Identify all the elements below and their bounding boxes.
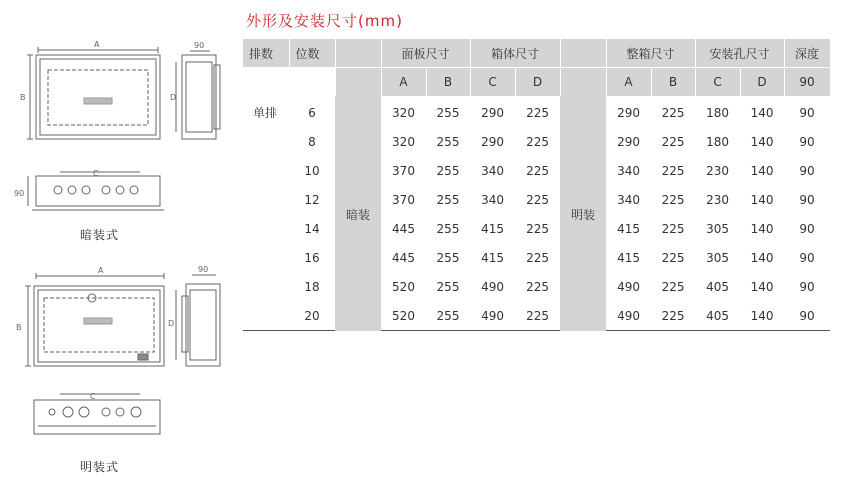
flush-value: 255 — [436, 134, 460, 149]
table-row — [243, 127, 830, 156]
header-positions: 位数 — [289, 39, 335, 68]
surface-value: 225 — [661, 279, 685, 294]
surface-side-height-label: D — [168, 319, 175, 328]
surface-value: 140 — [750, 134, 774, 149]
spec-table-body — [243, 96, 830, 331]
subheader-box-c: C — [470, 68, 515, 97]
header-box-size: 箱体尺寸 — [470, 39, 560, 68]
surface-value: 305 — [706, 250, 729, 265]
flush-value: 340 — [481, 163, 504, 178]
flush-value: 225 — [515, 301, 560, 331]
header-blank-surface — [560, 39, 606, 68]
surface-value: 225 — [651, 301, 695, 331]
surface-front-view — [16, 266, 164, 366]
subheader-hole-c: C — [695, 68, 740, 97]
position-count: 14 — [304, 221, 320, 236]
surface-value: 230 — [706, 192, 729, 207]
flush-value: 255 — [436, 279, 460, 294]
flush-value: 490 — [470, 301, 515, 331]
subheader-blank-surface — [560, 68, 606, 97]
surface-value: 230 — [706, 163, 729, 178]
position-count: 16 — [304, 250, 320, 265]
surface-value: 140 — [750, 250, 774, 265]
row-group-label — [243, 301, 289, 331]
spec-table — [243, 39, 831, 331]
flush-value: 415 — [481, 221, 504, 236]
table-row — [243, 96, 830, 127]
flush-value: 255 — [436, 221, 460, 236]
surface-value: 490 — [617, 279, 640, 294]
surface-front-width-label: A — [98, 266, 104, 275]
flush-front-width-label: A — [94, 40, 100, 49]
flush-value: 255 — [436, 250, 460, 265]
surface-value: 290 — [617, 134, 640, 149]
header-panel-size: 面板尺寸 — [381, 39, 470, 68]
flush-value: 255 — [436, 105, 460, 120]
surface-value: 490 — [606, 301, 651, 331]
flush-value: 290 — [481, 105, 504, 120]
flush-value: 255 — [436, 192, 460, 207]
flush-value: 290 — [481, 134, 504, 149]
surface-value: 90 — [799, 192, 815, 207]
surface-value: 90 — [799, 105, 815, 120]
surface-value: 140 — [750, 279, 774, 294]
surface-value: 405 — [706, 279, 729, 294]
header-blank-flush — [335, 39, 381, 68]
subheader-whole-a: A — [606, 68, 651, 97]
position-count: 12 — [304, 192, 320, 207]
flush-value: 225 — [526, 279, 549, 294]
table-row — [243, 243, 830, 272]
flush-value: 320 — [392, 134, 415, 149]
table-row — [243, 272, 830, 301]
flush-value: 225 — [526, 134, 549, 149]
flush-value: 445 — [392, 250, 415, 265]
row-group-label — [243, 214, 289, 243]
flush-value: 415 — [481, 250, 504, 265]
row-group-label: 单排 — [253, 106, 278, 120]
flush-value: 225 — [526, 105, 549, 120]
header-depth: 深度 — [784, 39, 830, 68]
table-row — [243, 156, 830, 185]
header-whole-box-size: 整箱尺寸 — [606, 39, 695, 68]
surface-value: 140 — [750, 192, 774, 207]
surface-value: 225 — [661, 134, 685, 149]
header-rows: 排数 — [243, 39, 289, 68]
surface-value: 415 — [617, 250, 640, 265]
flush-value: 225 — [526, 221, 549, 236]
position-count: 18 — [304, 279, 320, 294]
surface-side-width-label: 90 — [198, 265, 209, 274]
flush-bottom-view — [14, 169, 164, 210]
header-mounting-hole-size: 安装孔尺寸 — [695, 39, 784, 68]
flush-value: 370 — [392, 163, 415, 178]
surface-value: 225 — [661, 192, 685, 207]
position-count: 20 — [289, 301, 335, 331]
subheader-blank-flush — [335, 68, 381, 97]
flush-side-height-label: D — [170, 93, 177, 102]
flush-mode-label: 暗装 — [335, 96, 381, 331]
row-group-label — [243, 185, 289, 214]
surface-value: 290 — [617, 105, 640, 120]
surface-value: 90 — [799, 250, 815, 265]
table-row — [243, 214, 830, 243]
flush-value: 340 — [481, 192, 504, 207]
surface-value: 415 — [617, 221, 640, 236]
subheader-whole-b: B — [651, 68, 695, 97]
flush-value: 520 — [381, 301, 426, 331]
flush-value: 225 — [526, 192, 549, 207]
position-count: 10 — [304, 163, 320, 178]
row-group-label — [243, 243, 289, 272]
surface-value: 340 — [617, 192, 640, 207]
surface-value: 225 — [661, 250, 685, 265]
subheader-box-d: D — [515, 68, 560, 97]
position-count: 6 — [308, 105, 316, 120]
flush-side-view — [170, 41, 220, 139]
surface-value: 140 — [750, 163, 774, 178]
subheader-panel-b: B — [426, 68, 470, 97]
surface-value: 90 — [799, 221, 815, 236]
flush-value: 520 — [392, 279, 415, 294]
flush-bottom-depth-label: 90 — [14, 189, 25, 198]
surface-value: 90 — [799, 134, 815, 149]
subheader-panel-a: A — [381, 68, 426, 97]
surface-bottom-view — [34, 392, 160, 434]
flush-bottom-width-label: C — [93, 169, 99, 178]
surface-value: 405 — [695, 301, 740, 331]
surface-value: 305 — [706, 221, 729, 236]
page-title: 外形及安装尺寸(mm) — [246, 12, 403, 30]
subheader-depth-value: 90 — [784, 68, 830, 97]
surface-bottom-width-label: C — [90, 392, 96, 401]
table-row — [243, 301, 830, 331]
surface-value: 90 — [799, 279, 815, 294]
surface-front-height-label: B — [16, 323, 22, 332]
surface-side-view — [168, 265, 220, 366]
surface-value: 225 — [661, 105, 685, 120]
row-group-label — [243, 127, 289, 156]
flush-value: 490 — [481, 279, 504, 294]
surface-mode-label: 明装 — [560, 96, 606, 331]
flush-value: 225 — [526, 250, 549, 265]
surface-value: 225 — [661, 221, 685, 236]
flush-side-width-label: 90 — [194, 41, 205, 50]
surface-value: 340 — [617, 163, 640, 178]
position-count: 8 — [308, 134, 316, 149]
surface-value: 180 — [706, 105, 729, 120]
row-group-label — [243, 272, 289, 301]
surface-value: 180 — [706, 134, 729, 149]
surface-value: 140 — [740, 301, 784, 331]
flush-value: 255 — [436, 163, 460, 178]
flush-front-view — [20, 40, 160, 139]
row-group-label — [243, 156, 289, 185]
surface-caption: 明装式 — [80, 460, 120, 474]
flush-value: 225 — [526, 163, 549, 178]
flush-value: 255 — [426, 301, 470, 331]
surface-value: 90 — [799, 163, 815, 178]
surface-value: 140 — [750, 221, 774, 236]
technical-drawings — [0, 0, 240, 485]
flush-value: 445 — [392, 221, 415, 236]
flush-caption: 暗装式 — [80, 228, 120, 242]
surface-value: 90 — [784, 301, 830, 331]
flush-value: 370 — [392, 192, 415, 207]
flush-front-height-label: B — [20, 93, 26, 102]
surface-value: 140 — [750, 105, 774, 120]
flush-value: 320 — [392, 105, 415, 120]
subheader-hole-d: D — [740, 68, 784, 97]
surface-value: 225 — [661, 163, 685, 178]
table-row — [243, 185, 830, 214]
